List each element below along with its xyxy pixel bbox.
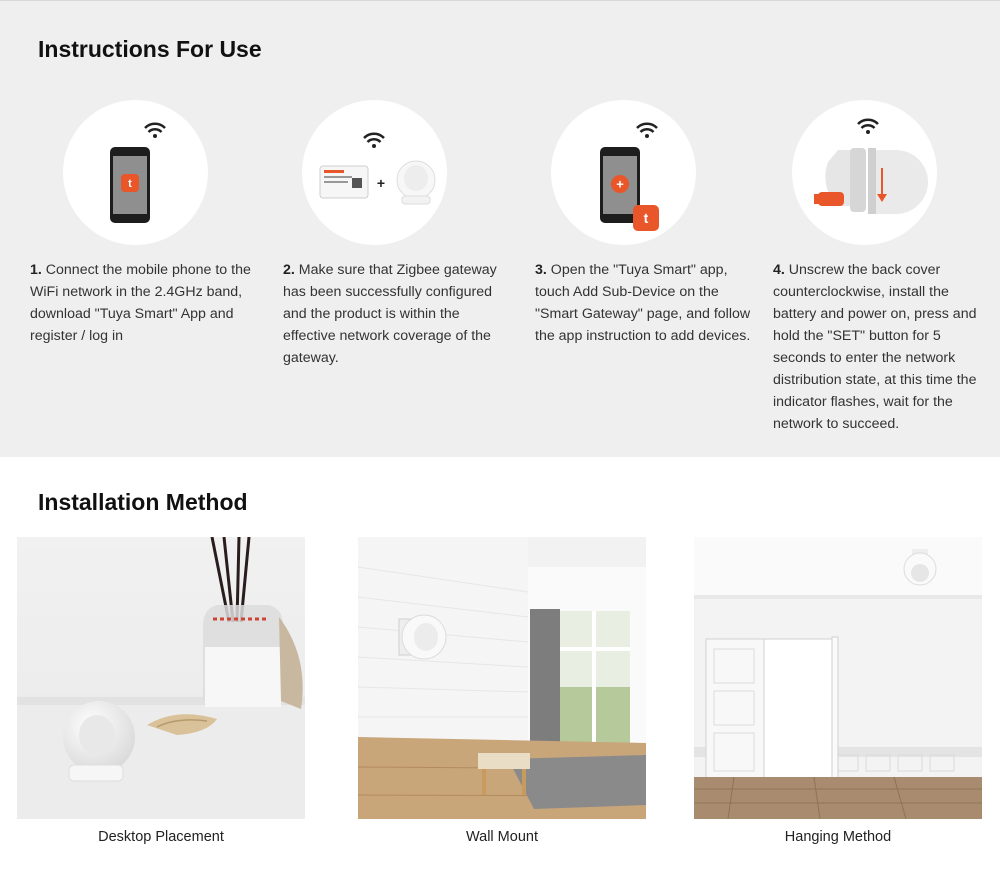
desktop-placement-photo [17,537,305,819]
phone-icon [551,100,696,245]
svg-text:t: t [643,210,649,226]
wall-mount-photo [358,537,646,819]
svg-text:t: t [128,178,132,190]
step-1-text: 1. Connect the mobile phone to the WiFi network in the 2.4GHz band, download "Tuya Smart" App and register / log in [30,262,251,344]
hand-icon [814,192,844,206]
installation-title: Installation Method [38,489,248,515]
svg-text:+: + [616,176,624,192]
wifi-icon [858,120,878,134]
step-2-illustration [302,100,447,245]
wifi-icon [145,124,165,138]
sensor-icon [792,100,937,245]
step-3-text: 3. Open the "Tuya Smart" app, touch Add Sub-Device on the "Smart Gateway" page, and follow the app instruction to add devices. [535,262,751,344]
sensor-icon [397,161,435,204]
hanging-method-photo [694,537,982,819]
caption-wall-mount: Wall Mount [466,829,538,845]
plus-icon: + [376,175,386,191]
gateway-icon [302,100,447,245]
caption-desktop-placement: Desktop Placement [98,829,224,845]
step-1-illustration [63,100,208,245]
wifi-icon [637,124,657,138]
step-4-illustration [792,100,937,245]
instructions-title: Instructions For Use [38,36,262,62]
step-4-text: 4. Unscrew the back cover counterclockwise, install the battery and power on, press and hold the "SET" button for 5 seconds to enter the network distribution state, at this time the indicator flashes, wait for the network to succeed. [773,262,977,432]
step-3-illustration [551,100,696,245]
caption-hanging-method: Hanging Method [784,829,892,845]
step-2-text: 2. Make sure that Zigbee gateway has been successfully configured and the product is within the effective network coverage of the gateway. [283,262,497,366]
phone-icon [63,100,208,245]
wifi-icon [364,134,384,148]
